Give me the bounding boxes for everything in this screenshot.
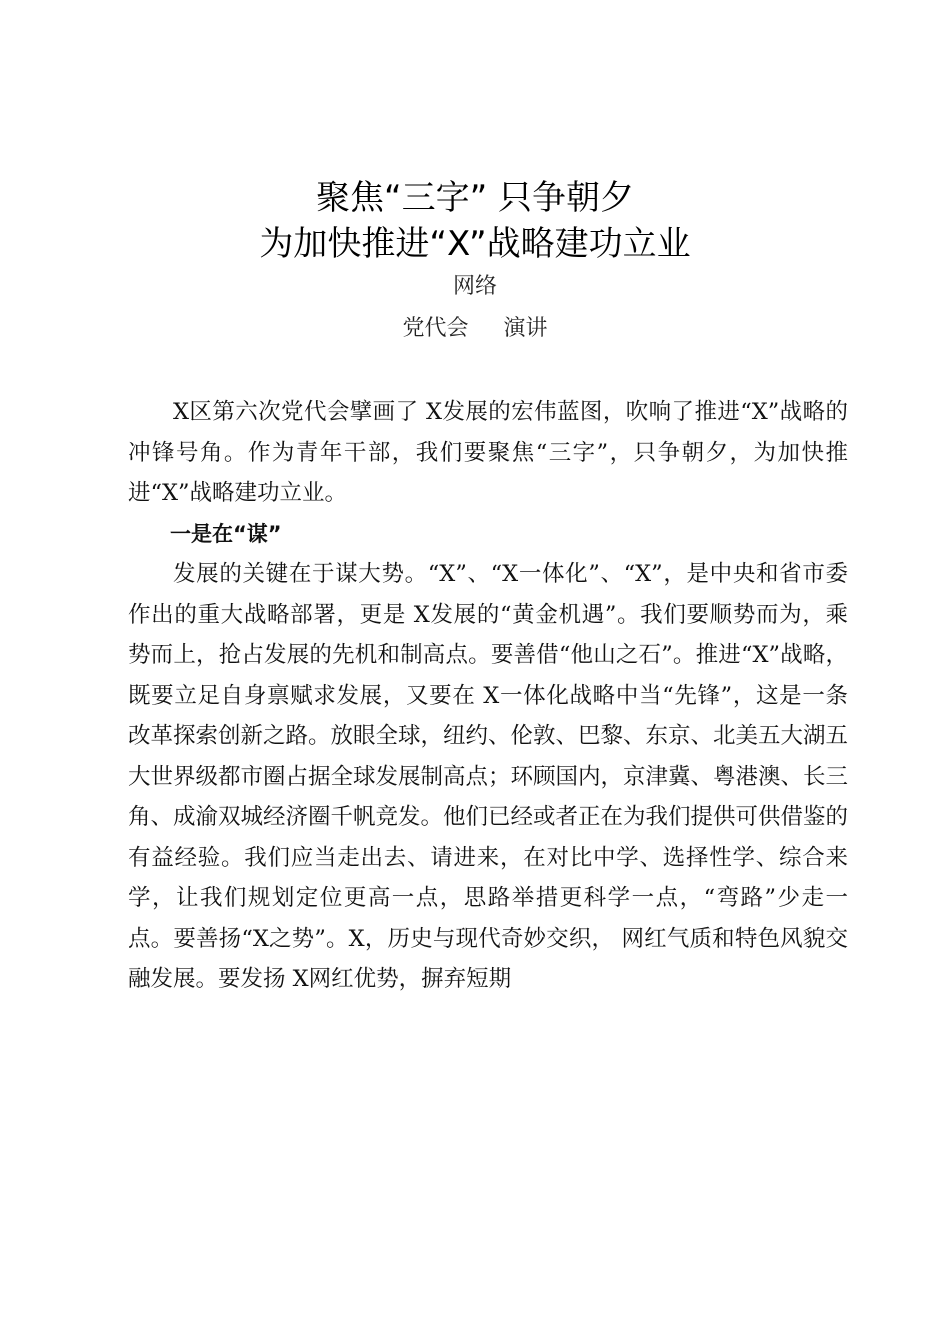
document-title-line-1: 聚焦“三字” 只争朝夕 xyxy=(315,178,635,218)
tag-item: 演讲 xyxy=(503,316,548,341)
document-title-line-2: 为加快推进“X”战略建功立业 xyxy=(259,224,691,264)
document-source: 网络 xyxy=(452,274,497,299)
body-paragraph: 发展的关键在于谋大势。“X”、“X一体化”、“X”，是中央和省市委作出的重大战略部署，更是 X发展的“黄金机遇”。我们要顺势而为，乘势而上，抢占发展的先机和制高点。要善借“他山之石”。推进“X”战略，既要立足自身禀赋求发展，又要在 X一体化战略中当“先锋”，这是一条改革探索创新之路。放眼全球，纽约、伦敦、巴黎、东京、北美五大湖五大世界级都市圈占据全球发展制高点；环顾国内，京津冀、粤港澳、长三角、成渝双城经济圈千帆竞发。他们已经或者正在为我们提供可供借鉴的有益经验。我们应当走出去、请进来，在对比中学、选择性学、综合来学，让我们规划定位更高一点，思路举措更科学一点，“弯路”少走一点。要善扬“X之势”。X，历史与现代奇妙交织， 网红气质和特色风貌交融发展。要发扬 X网红优势，摒弃短期 xyxy=(128,561,849,992)
document-tags xyxy=(0,314,950,344)
document-body xyxy=(128,392,848,1000)
tag-item: 党代会 xyxy=(402,316,469,341)
section-heading: 一是在“谋” xyxy=(170,521,282,546)
intro-paragraph: X区第六次党代会擘画了 X发展的宏伟蓝图，吹响了推进“X”战略的冲锋号角。作为青年干部，我们要聚焦“三字”，只争朝夕，为加快推进“X”战略建功立业。 xyxy=(128,399,848,506)
